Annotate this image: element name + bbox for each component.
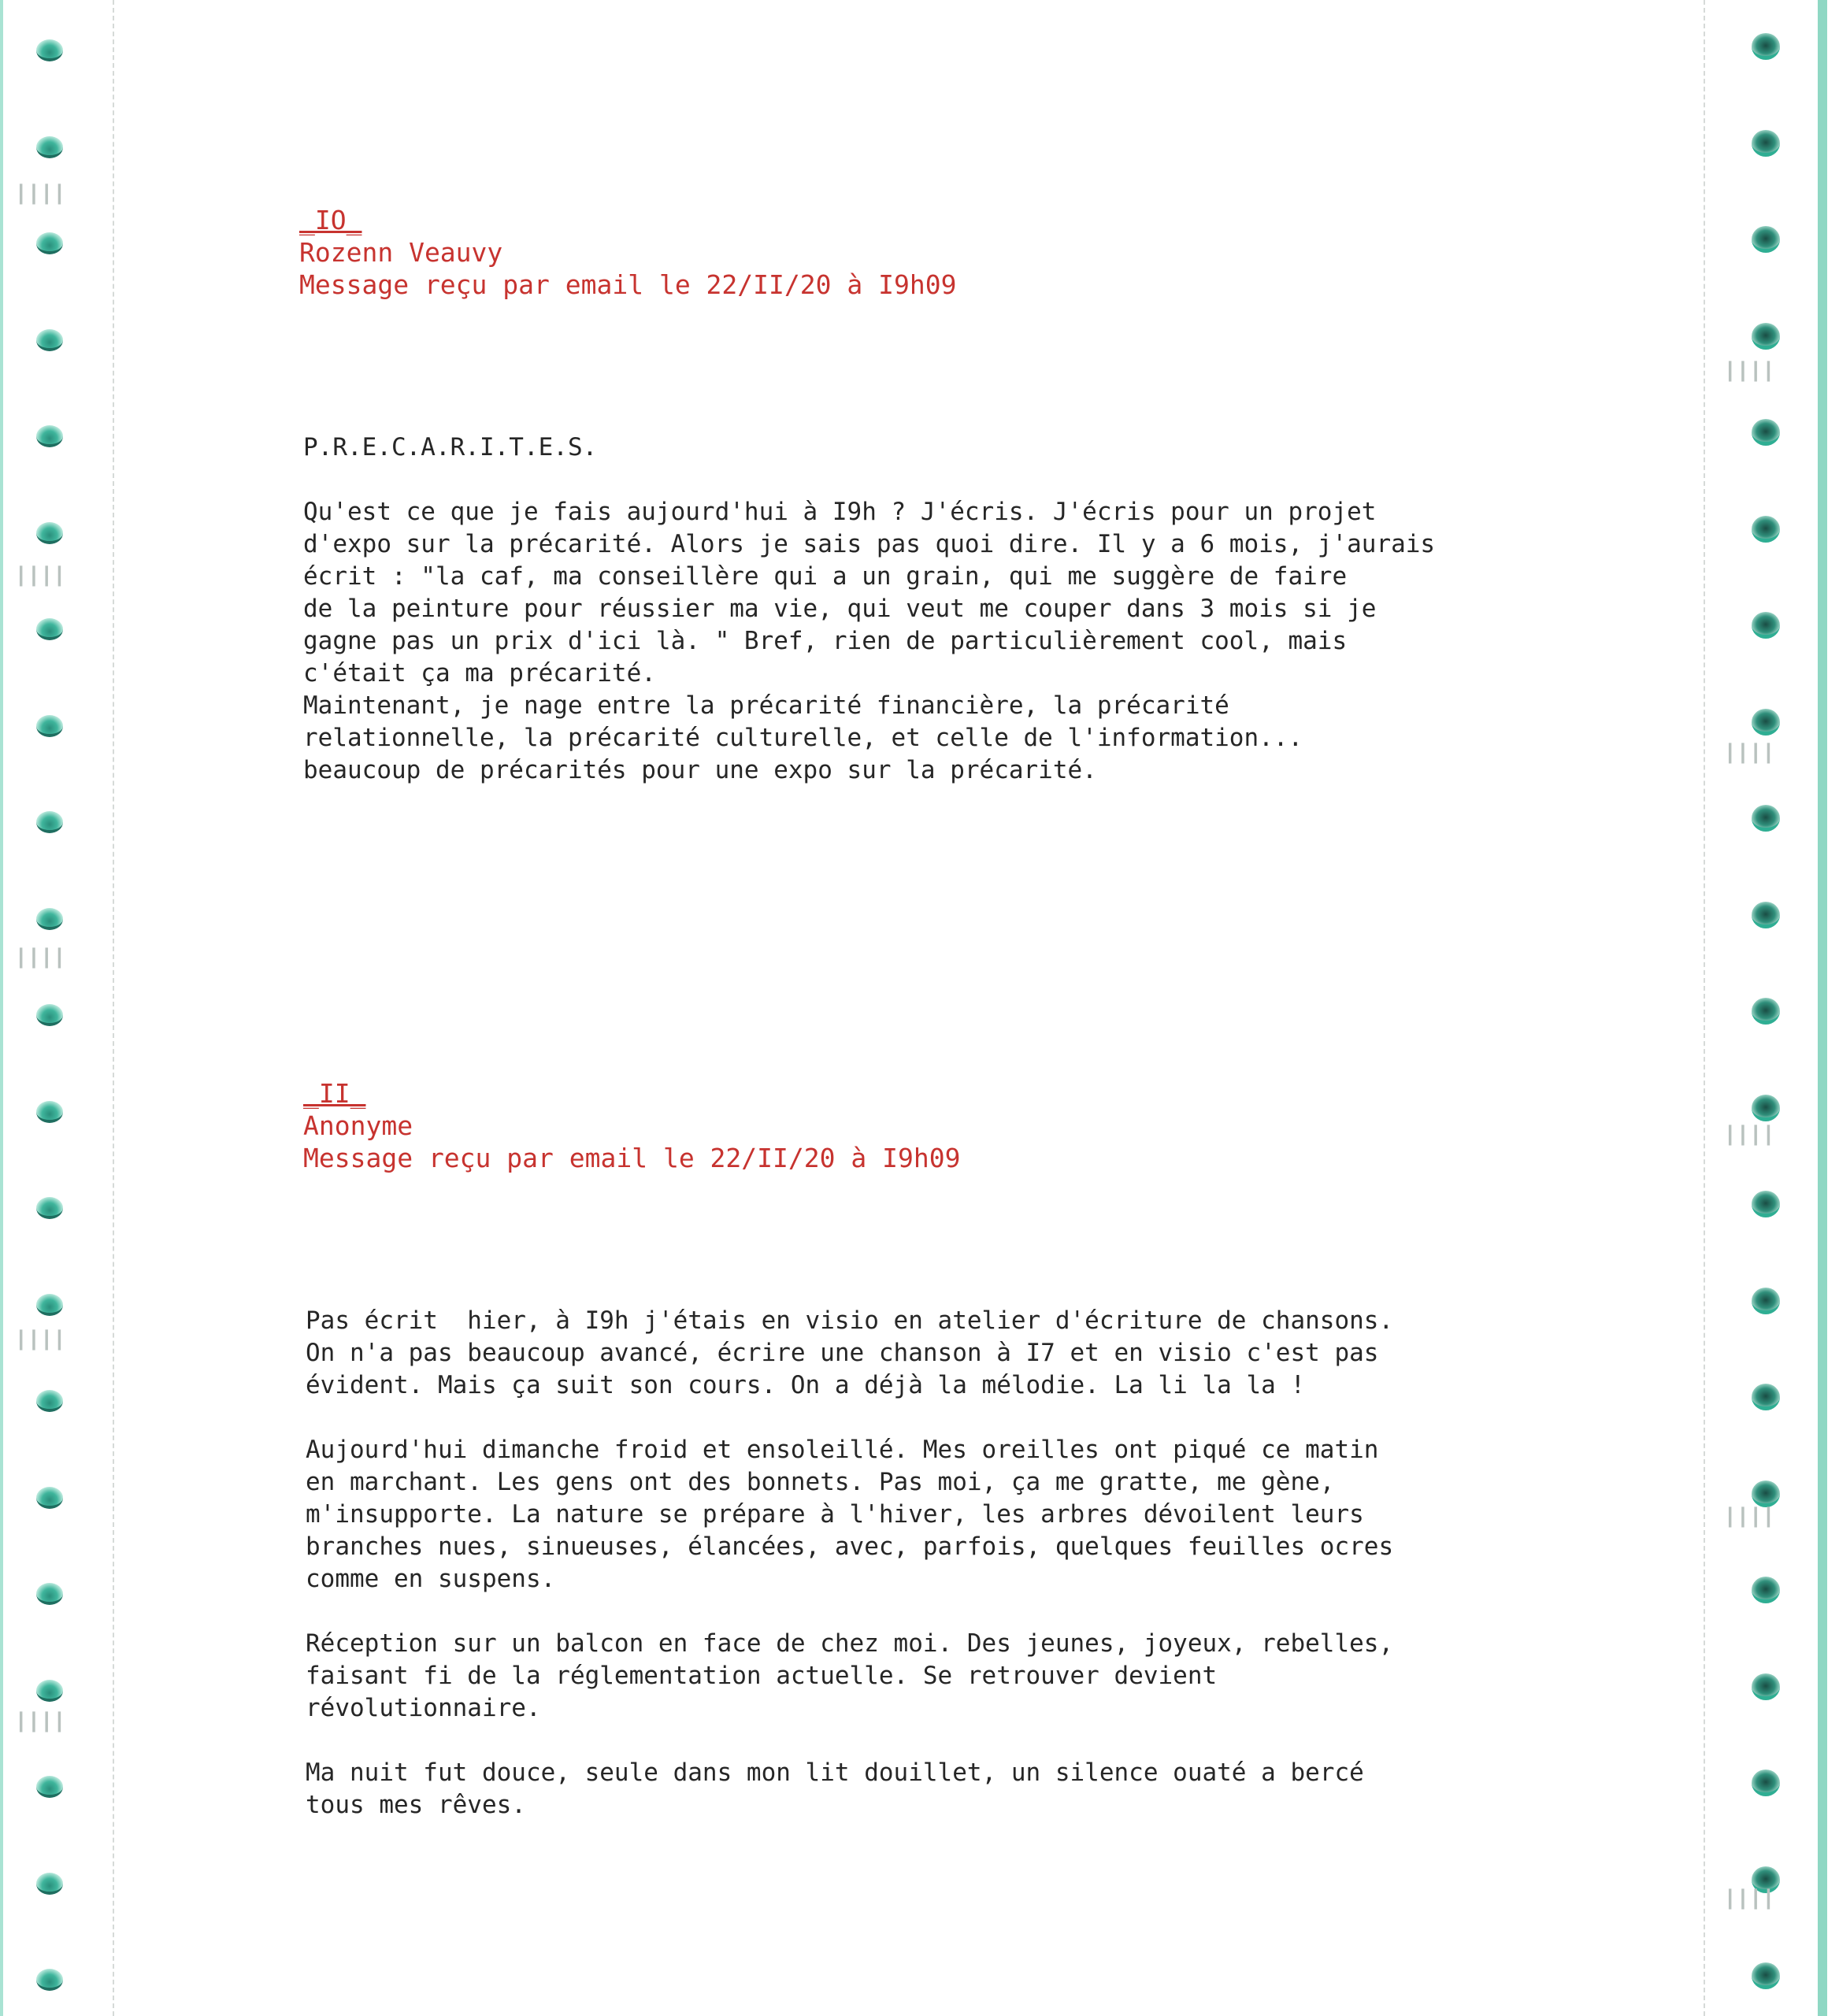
sprocket-hole xyxy=(36,136,63,158)
sprocket-hole xyxy=(1752,226,1780,253)
sprocket-hole xyxy=(36,329,63,351)
sprocket-hole xyxy=(1752,998,1780,1025)
entry-11-body xyxy=(306,1305,1393,1821)
sprocket-hole xyxy=(1752,33,1780,60)
entry-received-line: Message reçu par email le 22/II/20 à I9h09 xyxy=(303,1143,961,1173)
text-line: tous mes rêves. xyxy=(306,1791,526,1819)
perforation-tick-marks: ┃┃┃┃ xyxy=(16,1331,67,1351)
perforation-tick-marks: ┃┃┃┃ xyxy=(1725,362,1776,382)
text-line: faisant fi de la réglementation actuelle. Se retrouver devient xyxy=(306,1662,1218,1690)
sprocket-hole xyxy=(1752,1866,1780,1893)
entry-title: P.R.E.C.A.R.I.T.E.S. xyxy=(303,433,598,461)
text-line: relationnelle, la précarité culturelle, et celle de l'information... xyxy=(303,724,1303,752)
sprocket-hole xyxy=(1752,419,1780,446)
sprocket-hole xyxy=(36,1487,63,1509)
text-line: de la peinture pour réussier ma vie, qui veut me couper dans 3 mois si je xyxy=(303,595,1377,623)
text-line: beaucoup de précarités pour une expo sur la précarité. xyxy=(303,756,1097,784)
sprocket-hole xyxy=(1752,1095,1780,1121)
entry-author: Anonyme xyxy=(303,1110,413,1141)
text-line: m'insupporte. La nature se prépare à l'hiver, les arbres dévoilent leurs xyxy=(306,1500,1364,1529)
sprocket-hole xyxy=(36,232,63,254)
sprocket-hole xyxy=(1752,1191,1780,1217)
perforation-tick-marks: ┃┃┃┃ xyxy=(1725,744,1776,764)
text-line: Aujourd'hui dimanche froid et ensoleillé. Mes oreilles ont piqué ce matin xyxy=(306,1436,1379,1464)
entry-10-body xyxy=(303,432,1435,787)
sprocket-hole xyxy=(36,1101,63,1123)
sprocket-hole xyxy=(1752,902,1780,928)
sprocket-hole xyxy=(1752,1673,1780,1700)
entry-number: _II_ xyxy=(303,1078,366,1109)
sprocket-hole xyxy=(1752,516,1780,543)
text-line: On n'a pas beaucoup avancé, écrire une chanson à I7 et en visio c'est pas xyxy=(306,1339,1379,1367)
text-line: révolutionnaire. xyxy=(306,1694,541,1722)
sprocket-hole xyxy=(36,39,63,61)
entry-author: Rozenn Veauvy xyxy=(299,237,503,268)
sprocket-hole xyxy=(36,425,63,447)
sprocket-hole xyxy=(36,1969,63,1991)
text-line: évident. Mais ça suit son cours. On a déjà la mélodie. La li la la ! xyxy=(306,1371,1306,1399)
perforation-tick-marks: ┃┃┃┃ xyxy=(1725,1508,1776,1528)
sprocket-hole xyxy=(36,1390,63,1412)
perforation-tick-marks: ┃┃┃┃ xyxy=(1725,1890,1776,1910)
sprocket-hole xyxy=(36,1294,63,1316)
sprocket-hole xyxy=(36,618,63,640)
paper-edge-right xyxy=(1818,0,1827,2016)
sprocket-hole xyxy=(1752,709,1780,736)
sprocket-hole xyxy=(1752,130,1780,157)
text-line: écrit : "la caf, ma conseillère qui a un grain, qui me suggère de faire xyxy=(303,562,1348,591)
text-line: d'expo sur la précarité. Alors je sais pas quoi dire. Il y a 6 mois, j'aurais xyxy=(303,530,1436,558)
text-line: branches nues, sinueuses, élancées, avec, parfois, quelques feuilles ocres xyxy=(306,1532,1394,1561)
sprocket-hole xyxy=(36,1873,63,1895)
text-line: Pas écrit hier, à I9h j'étais en visio en atelier d'écriture de chansons. xyxy=(306,1306,1394,1335)
text-line: Réception sur un balcon en face de chez moi. Des jeunes, joyeux, rebelles, xyxy=(306,1629,1394,1658)
sprocket-hole xyxy=(1752,612,1780,639)
perforation-tick-marks: ┃┃┃┃ xyxy=(16,1713,67,1732)
sprocket-hole xyxy=(1752,1384,1780,1410)
perforation-line-right xyxy=(1704,0,1705,2016)
sprocket-hole xyxy=(1752,1577,1780,1603)
sprocket-hole xyxy=(36,1004,63,1026)
text-line: c'était ça ma précarité. xyxy=(303,659,656,687)
sprocket-hole xyxy=(1752,805,1780,832)
sprocket-hole xyxy=(36,1197,63,1219)
sprocket-hole xyxy=(36,1680,63,1702)
entry-10-header xyxy=(299,204,956,301)
sprocket-hole xyxy=(1752,1288,1780,1314)
text-line: Qu'est ce que je fais aujourd'hui à I9h ? J'écris. J'écris pour un projet xyxy=(303,498,1377,526)
sprocket-hole xyxy=(1752,1770,1780,1796)
sprocket-hole xyxy=(36,908,63,930)
sprocket-hole xyxy=(36,522,63,544)
perforation-tick-marks: ┃┃┃┃ xyxy=(1725,1126,1776,1146)
entry-received-line: Message reçu par email le 22/II/20 à I9h09 xyxy=(299,269,957,300)
perforation-tick-marks: ┃┃┃┃ xyxy=(16,567,67,587)
sprocket-hole xyxy=(36,1776,63,1798)
text-line: en marchant. Les gens ont des bonnets. Pas moi, ça me gratte, me gène, xyxy=(306,1468,1335,1496)
perforation-line-left xyxy=(113,0,114,2016)
text-line: Ma nuit fut douce, seule dans mon lit douillet, un silence ouaté a bercé xyxy=(306,1758,1364,1787)
sprocket-hole xyxy=(36,811,63,833)
perforation-tick-marks: ┃┃┃┃ xyxy=(16,949,67,969)
text-line: Maintenant, je nage entre la précarité financière, la précarité xyxy=(303,691,1229,720)
text-line: gagne pas un prix d'ici là. " Bref, rien de particulièrement cool, mais xyxy=(303,627,1348,655)
sprocket-hole xyxy=(1752,1962,1780,1989)
text-line: comme en suspens. xyxy=(306,1565,556,1593)
entry-number: _IO_ xyxy=(299,205,362,235)
sprocket-hole xyxy=(1752,1480,1780,1507)
perforation-tick-marks: ┃┃┃┃ xyxy=(16,185,67,205)
sprocket-hole xyxy=(36,1583,63,1605)
sprocket-hole xyxy=(1752,323,1780,350)
entry-11-header xyxy=(303,1077,960,1174)
sprocket-hole xyxy=(36,715,63,737)
